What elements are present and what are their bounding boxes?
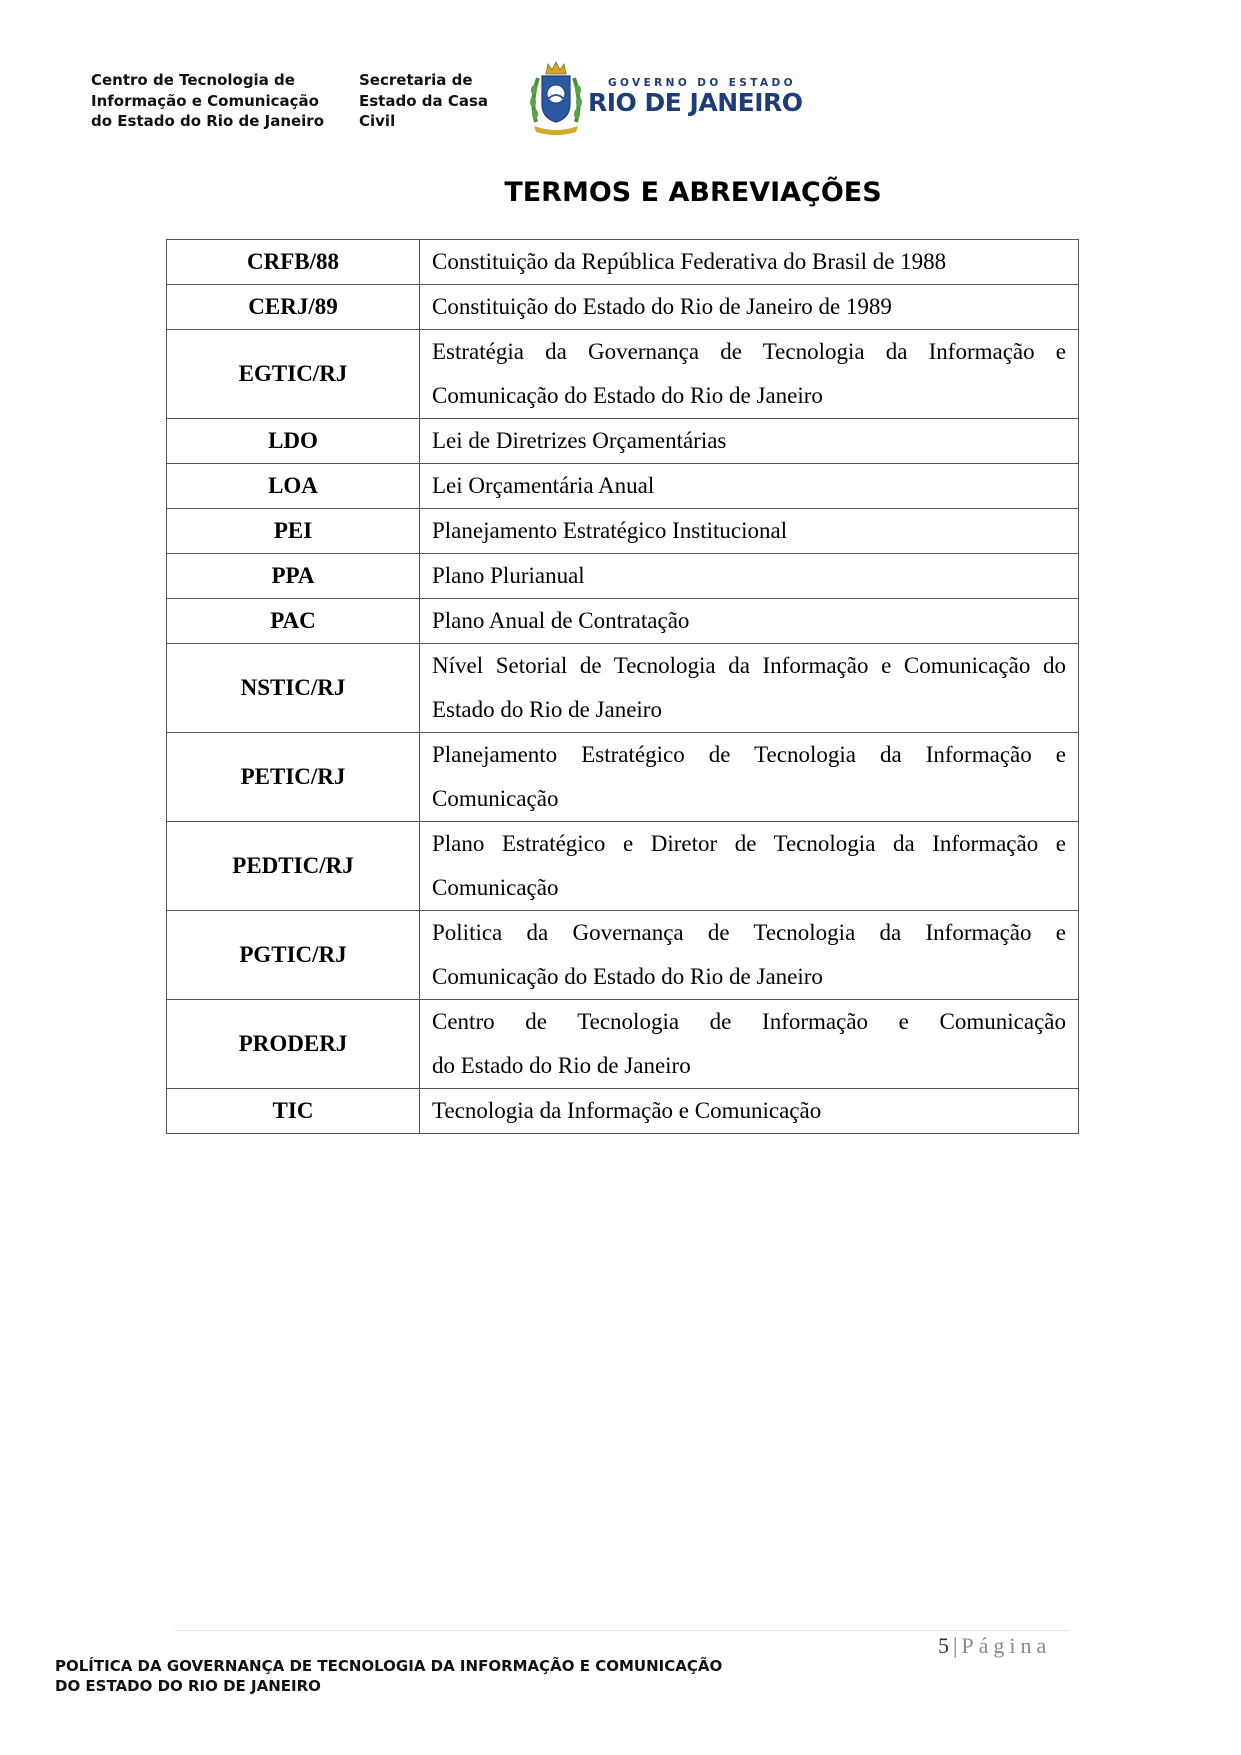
term-description <box>420 419 1079 464</box>
term-row <box>167 822 1079 911</box>
header-org-line: Informação e Comunicação <box>91 91 319 110</box>
term-description-line: Comunicação do Estado do Rio de Janeiro <box>432 383 823 408</box>
term-description-line: Comunicação <box>432 875 559 900</box>
logo-line-governo: GOVERNO DO ESTADO <box>608 77 796 89</box>
page-number-block <box>938 1633 1051 1659</box>
term-abbreviation: PETIC/RJ <box>167 733 420 822</box>
term-description <box>420 509 1079 554</box>
footer-line: POLÍTICA DA GOVERNANÇA DE TECNOLOGIA DA INFORMAÇÃO E COMUNICAÇÃO <box>55 1657 723 1675</box>
logo-line-rio: RIO DE JANEIRO <box>588 88 803 117</box>
term-description-line: Constituição da República Federativa do Brasil de 1988 <box>432 249 947 274</box>
page-title: TERMOS E ABREVIAÇÕES <box>504 177 882 208</box>
term-abbreviation: NSTIC/RJ <box>167 644 420 733</box>
term-row <box>167 240 1079 285</box>
term-description-line: Lei Orçamentária Anual <box>432 473 655 498</box>
term-description-line: Tecnologia da Informação e Comunicação <box>432 1098 822 1123</box>
term-description-line: Estratégia da Governança de Tecnologia da Informação e <box>432 339 1066 364</box>
header-secretaria-line: Estado da Casa <box>359 91 488 110</box>
term-description <box>420 911 1079 1000</box>
footer-divider <box>175 1630 1070 1631</box>
term-abbreviation: TIC <box>167 1089 420 1134</box>
term-description <box>420 822 1079 911</box>
term-abbreviation: PAC <box>167 599 420 644</box>
term-description-line: Plano Anual de Contratação <box>432 608 690 633</box>
government-logo <box>528 60 808 136</box>
term-description-line: Planejamento Estratégico de Tecnologia da Informação e <box>432 742 1066 767</box>
term-description-line: do Estado do Rio de Janeiro <box>432 1053 691 1078</box>
term-description-line: Comunicação do Estado do Rio de Janeiro <box>432 964 823 989</box>
term-description-line: Plano Plurianual <box>432 563 585 588</box>
term-row <box>167 330 1079 419</box>
rio-coat-of-arms-icon <box>528 60 584 136</box>
footer-line: DO ESTADO DO RIO DE JANEIRO <box>55 1677 321 1695</box>
footer-document-title <box>55 1656 722 1696</box>
term-description-line: Planejamento Estratégico Institucional <box>432 518 788 543</box>
header-org-line: do Estado do Rio de Janeiro <box>91 112 325 130</box>
page-separator: | <box>953 1633 958 1658</box>
term-description-line: Lei de Diretrizes Orçamentárias <box>432 428 727 453</box>
term-description-line: Plano Estratégico e Diretor de Tecnologia da Informação e <box>432 831 1066 856</box>
term-abbreviation: PPA <box>167 554 420 599</box>
term-abbreviation: CRFB/88 <box>167 240 420 285</box>
header-secretaria-line: Civil <box>359 112 396 130</box>
term-row <box>167 911 1079 1000</box>
term-row <box>167 464 1079 509</box>
term-row <box>167 509 1079 554</box>
header-org-name <box>91 70 331 132</box>
term-description-line: Constituição do Estado do Rio de Janeiro de 1989 <box>432 294 892 319</box>
term-description <box>420 240 1079 285</box>
term-abbreviation: EGTIC/RJ <box>167 330 420 419</box>
term-row <box>167 599 1079 644</box>
header-org-line: Centro de Tecnologia de <box>91 71 295 89</box>
term-description-line: Nível Setorial de Tecnologia da Informação e Comunicação do <box>432 653 1066 678</box>
term-description <box>420 733 1079 822</box>
term-row <box>167 554 1079 599</box>
term-description <box>420 644 1079 733</box>
page-label: Página <box>961 1633 1052 1658</box>
term-description-line: Comunicação <box>432 786 559 811</box>
term-abbreviation: PEI <box>167 509 420 554</box>
header-secretaria-line: Secretaria de <box>359 71 473 89</box>
terms-table <box>166 239 1079 1134</box>
term-row <box>167 644 1079 733</box>
term-row <box>167 419 1079 464</box>
term-description <box>420 464 1079 509</box>
term-description <box>420 1089 1079 1134</box>
term-description <box>420 554 1079 599</box>
page-number: 5 <box>938 1633 949 1658</box>
term-description <box>420 330 1079 419</box>
term-description-line: Politica da Governança de Tecnologia da Informação e <box>432 920 1066 945</box>
term-description-line: Centro de Tecnologia de Informação e Comunicação <box>432 1009 1066 1034</box>
term-row <box>167 1089 1079 1134</box>
term-abbreviation: LDO <box>167 419 420 464</box>
term-abbreviation: LOA <box>167 464 420 509</box>
term-row <box>167 733 1079 822</box>
term-abbreviation: PEDTIC/RJ <box>167 822 420 911</box>
term-description <box>420 285 1079 330</box>
term-description <box>420 599 1079 644</box>
term-abbreviation: PRODERJ <box>167 1000 420 1089</box>
header-secretaria <box>359 70 499 132</box>
term-abbreviation: CERJ/89 <box>167 285 420 330</box>
term-abbreviation: PGTIC/RJ <box>167 911 420 1000</box>
term-row <box>167 285 1079 330</box>
term-description <box>420 1000 1079 1089</box>
term-row <box>167 1000 1079 1089</box>
term-description-line: Estado do Rio de Janeiro <box>432 697 662 722</box>
